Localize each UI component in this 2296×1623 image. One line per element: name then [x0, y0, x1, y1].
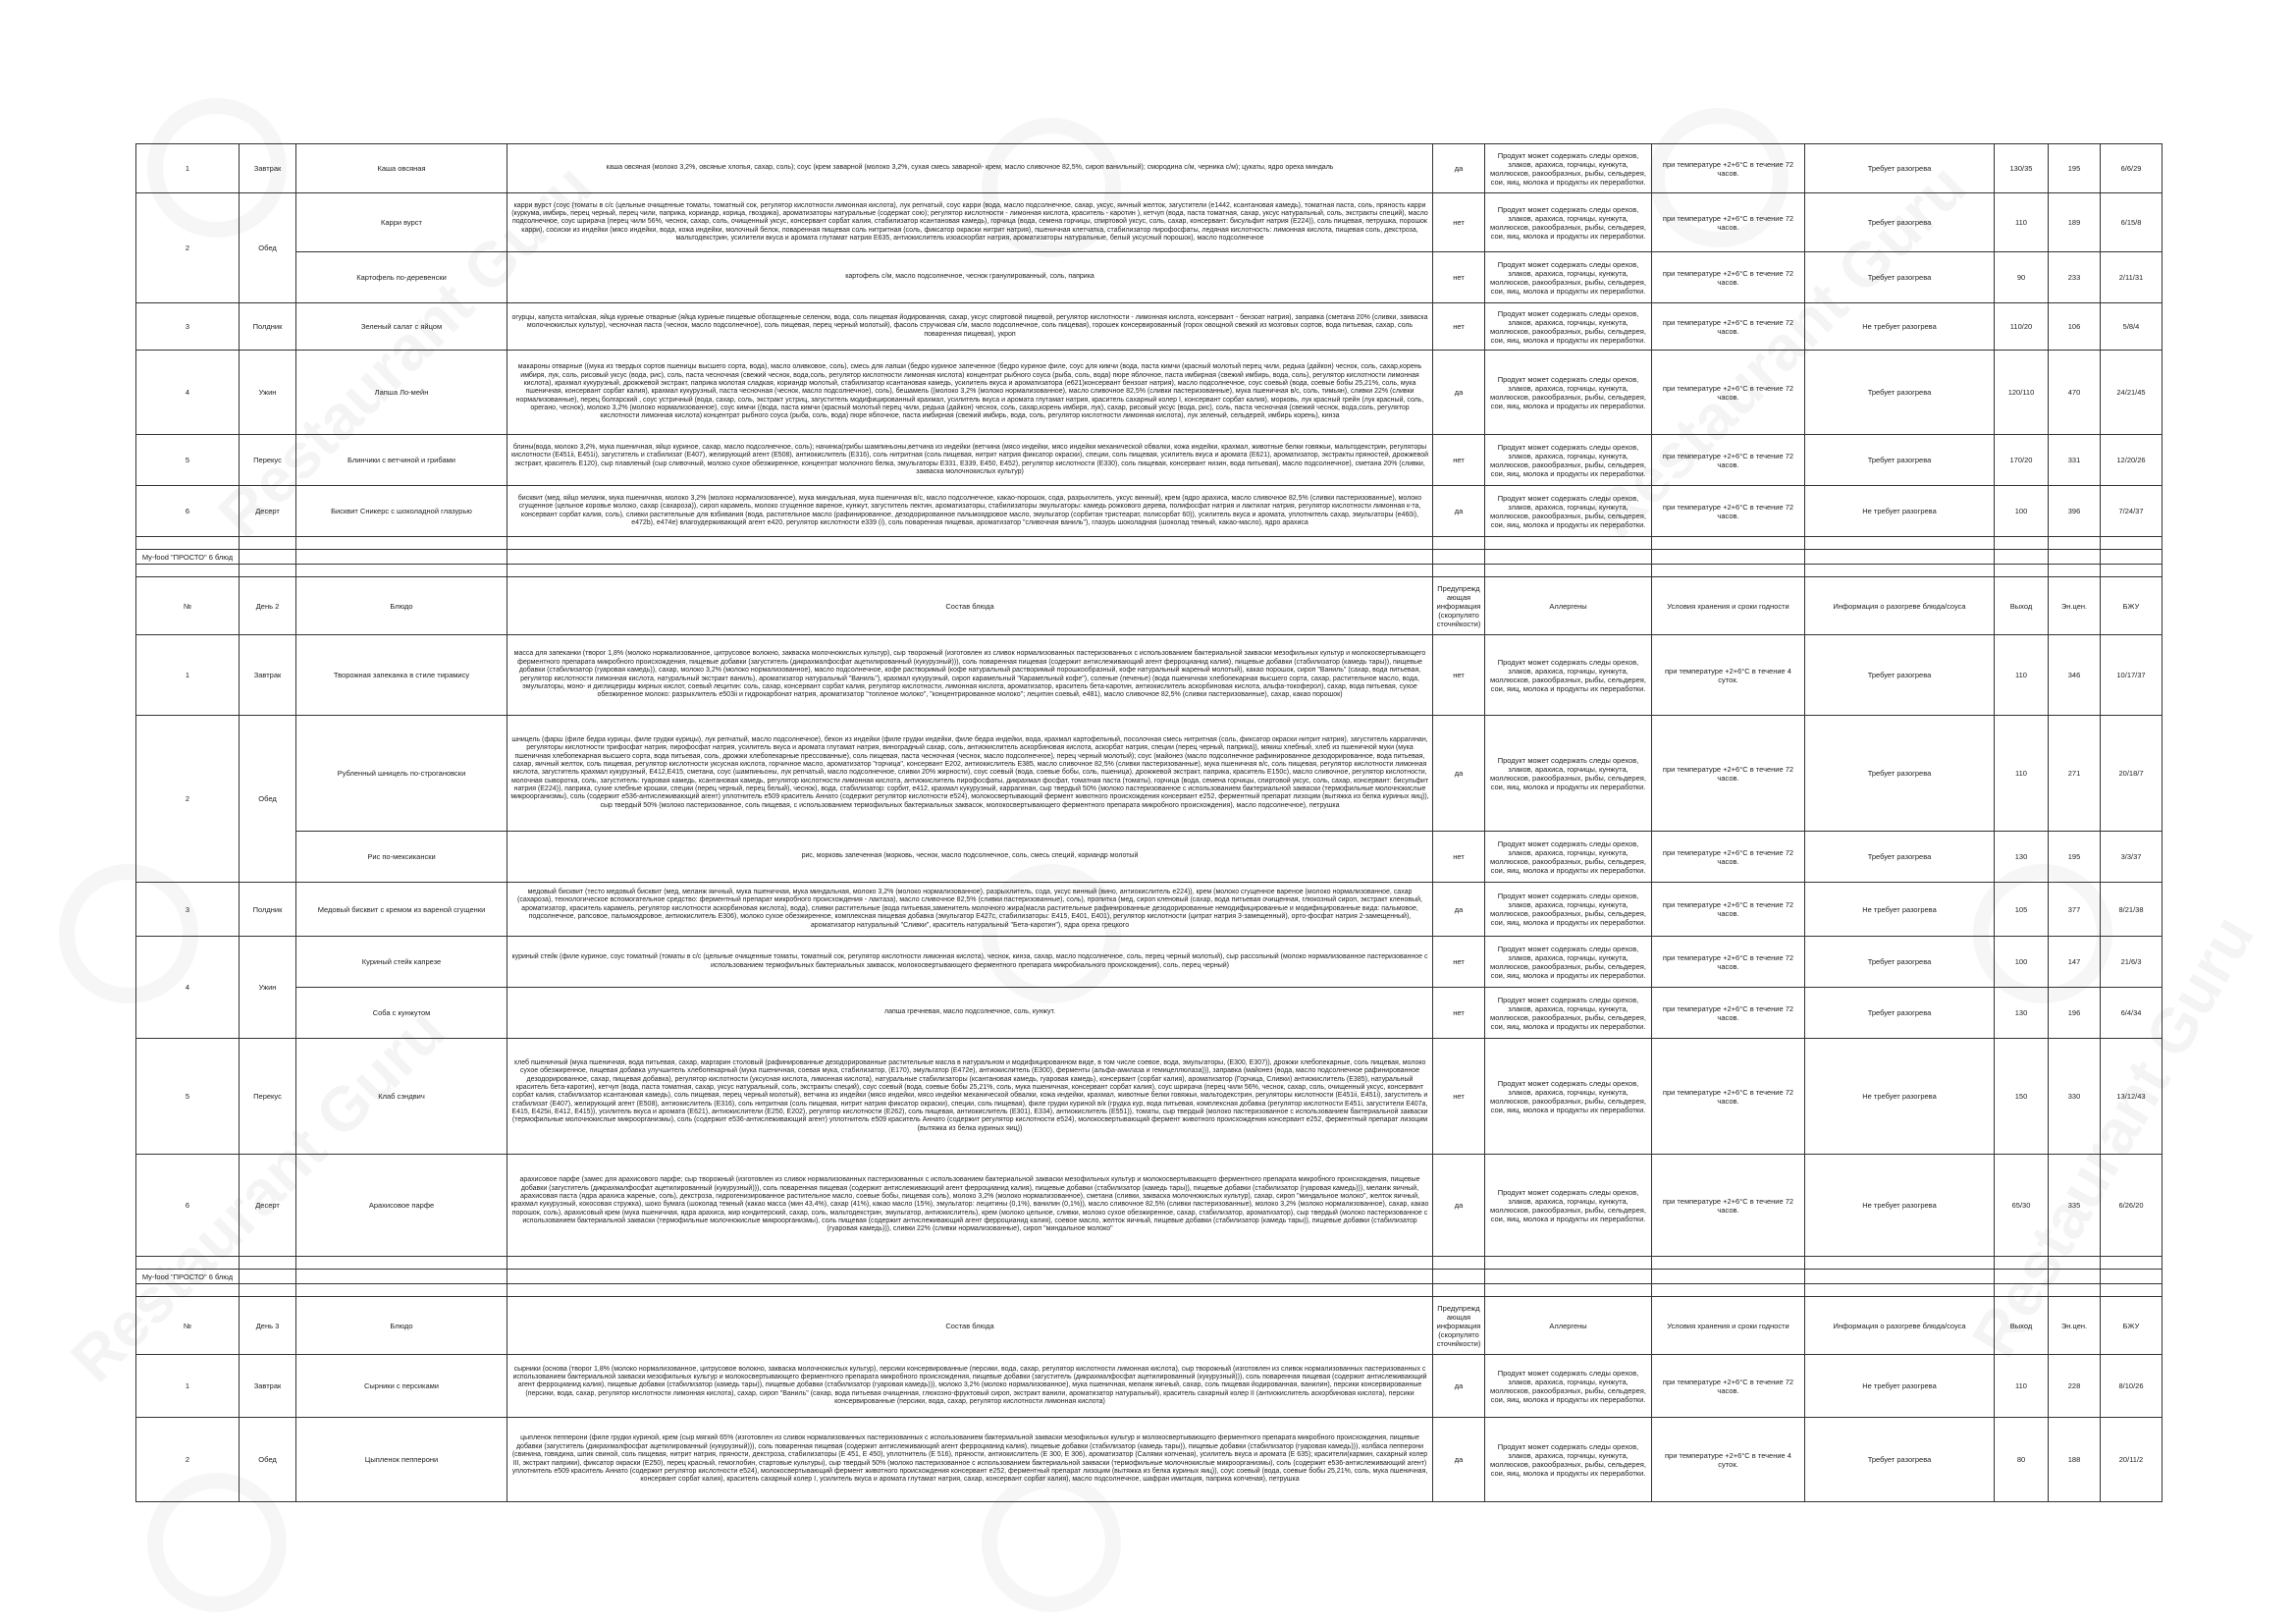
allergens: Продукт может содержать следы орехов, злаков, арахиса, горчицы, кунжута, моллюсков, ракообразных, рыбы, сельдерея, сои, яиц, молока и продукты их переработки. [1485, 193, 1652, 252]
bju: 20/18/7 [2101, 716, 2163, 832]
row-number: 1 [136, 144, 240, 193]
empty-cell [2101, 1270, 2163, 1284]
energy: 346 [2049, 635, 2101, 716]
empty-cell [1995, 565, 2049, 577]
header-storage: Условия хранения и сроки годности [1652, 577, 1805, 635]
dish-composition: макароны отварные ((мука из твердых сортов пшеницы высшего сорта, вода), масло оливковое, соль), смесь для лапши (бедро куриное запеченное (бедро куриное филе, соус для кимчи (вода, паста кимчи (красный молотый перец чили, редька (дайкон) чеснок, соль, сахар,корень имбиря, лук, соль, рисовый уксус (вода, рис), соль, паста чесночная (свежий чеснок, вода,соль, регулятор кислотности лимонная кислота) концентрат рыбного соуса (рыба, соль, вода) пюре яблочное, паста имбирная (свежий имбирь, вода, соль), регулятор кислотности лимонная кислота), крахмал кукурузный, дрожжевой экстракт, паприка молотая сладкая, кориандр молотый, стабилизатор ксантановая камедь, усилитель вкуса и ароматизатора (е621)консервант бензоат натрия), масло подсолнечное, соус соевый (вода, соевые бобы 25,21%, соль, мука пшеничная, консервант сорбат калия), крахмал кукурузный, паста чесночная (чеснок, масло подсолнечное), соль), бешамель ((молоко 3,2% (молоко нормализованное), масло сливочное 82,5% (сливки пастеризованные), мука пшеничная в/с, соль, тимьян), сливки 22% (сливки нормализованные), перец болгарский , соус устричный (вода, сахар, соль, экстракт устриц, загуститель модифицированный крахмал, усилитель вкуса и аромата глутамат натрия, краситель сахарный колер I, консервант сорбат калия), морковь, лук красный грейн (лук красный, соль, орегано, чеснок), молоко 3,2% (молоко нормализованное), соус кимчи ((вода, паста кимчи (красный молотый перец чили, редька (дайкон) чеснок, соль, сахар,корень имбиря, лук), сахар, рисовый уксус (вода, рис), соль, паста чесночная (свежий чеснок, вода,соль, регулятор кислотности лимонная кислота) концентрат рыбного соуса (рыба, соль, вода) пюре яблочное, паста имбирная (свежий имбирь, вода, соль, регулятор кислотности лимонная кислота), лук зеленый, сельдерей, имбирь корень), кинза [507, 351, 1433, 435]
row-number: 1 [136, 1355, 240, 1418]
dish-composition: медовый бисквит (тесто медовый бисквит (мед, меланж яичный, мука пшеничная, мука миндальная, молоко 3,2% (молоко нормализованное), разрыхлитель, сода, уксус винный (вино, антиокислитель е224)), крем (молоко сгущенное вареное (молоко нормализованное, сахар (сахароза), технологическое вспомогательное средство: ферментный препарат микробного происхождения - лактаза), масло сливочное 82,5% (сливки пастеризованные), соль), пропитка (мед, сироп кленовый (сахар, вода питьевая очищенная, глюкозный сироп, экстракт кленовый, ароматизатор, краситель карамель, регулятор кислотности аскорбиновая кислота), вода), сливки растительные (вода питьевая,заменитель молочного жира(масла растительные рафинированные дезодорированные немодифицированные и модифицированные вида: пальмовое, подсолнечное, рапсовое, пальмоядровое, антиокислитель Е306), молоко сухое обезжиренное, комплексная пищевая добавка (эмульгатор Е427с, стабилизаторы: Е415, Е401, Е401), регулятор кислотности (цитрат натрия 3-замещенный), орто-фосфат натрия 2-замещенный), ароматизатор натуральный "Сливки", краситель натуральный "Бета-каротин"), ядра ореха грецкого [507, 883, 1433, 937]
header-allergens: Аллергены [1485, 577, 1652, 635]
dish-name: Блинчики с ветчиной и грибами [296, 435, 507, 486]
bju: 6/15/8 [2101, 193, 2163, 252]
reheat-info: Требует разогрева [1805, 635, 1995, 716]
allergens: Продукт может содержать следы орехов, злаков, арахиса, горчицы, кунжута, моллюсков, ракообразных, рыбы, сельдерея, сои, яиц, молока и продукты их переработки. [1485, 1418, 1652, 1502]
allergens: Продукт может содержать следы орехов, злаков, арахиса, горчицы, кунжута, моллюсков, ракообразных, рыбы, сельдерея, сои, яиц, молока и продукты их переработки. [1485, 1155, 1652, 1257]
empty-cell [1433, 565, 1485, 577]
empty-cell [136, 1284, 240, 1297]
set-name-row [136, 1270, 2163, 1284]
yield: 110 [1995, 635, 2049, 716]
empty-cell [296, 537, 507, 550]
meal-type: Завтрак [240, 144, 296, 193]
dish-composition: цыпленок пепперони (филе грудки куриной, крем (сыр мягкий 65% (изготовлен из сливок нормализованных пастеризованных с использованием бактериальной закваски мезофильных культур и молокосвертывающего ферментного препарата микробного происхождения, пищевые добавки (загуститель (дикрахмалфосфат ацетилированный (кукурузный))), соль поваренная пищевая (содержит антислеживающий агент ферроцианид калия), пищевые добавки (стабилизатор (камедь тары)), пищевые добавки (стабилизатор (гуаровая камедь))), колбаса пепперони (свинина, говядина, шпик свиной, соль пищевая, нитрит натрия, пряности, декстроза, стабилизаторы (Е 451, Е 450), уплотнитель (Е 516), пряности, антиокислитель (Е 300, Е 306), ароматизатор (Салями копченая), усилитель вкуса и аромата (Е 635); красители(кармин, сахарный колер III, экстракт паприки), фиксатор окраски (Е250), перец красный, гемоглобин, стартовые культуры), сыр твердый 50% (молоко пастеризованное с использованием бактериальной закваски (термофильные молочнокислые микроорганизмы), соль (содержит е536-антислеживающий агент) уплотнитель е509 краситель Аннато (содержит регулятор кислотности е524), молокосвертывающий фермент животного происхождения консервант е252, ферментный препарат лизоцим (вытяжка из белка куриных яиц)), соус соевый (вода, соевые бобы 25,21%, соль, мука пшеничная, консервант сорбат калия), краситель сахарный колер I, усилитель вкуса и аромата глутамат натрия, сахар, консервант сорбат калия), масло подсолнечное, шафран имитация, паприка копченая), петрушка [507, 1418, 1433, 1502]
storage-conditions: при температуре +2+6°С в течение 4 суток. [1652, 1418, 1805, 1502]
table-row [136, 832, 2163, 883]
dish-name: Арахисовое парфе [296, 1155, 507, 1257]
empty-cell [296, 1257, 507, 1270]
empty-cell [2101, 537, 2163, 550]
energy: 195 [2049, 832, 2101, 883]
warning-flag: нет [1433, 193, 1485, 252]
energy: 196 [2049, 988, 2101, 1039]
empty-cell [240, 565, 296, 577]
empty-cell [1652, 565, 1805, 577]
empty-cell [1433, 1257, 1485, 1270]
storage-conditions: при температуре +2+6°С в течение 72 часов. [1652, 252, 1805, 303]
meal-type: Обед [240, 1418, 296, 1502]
bju: 21/6/3 [2101, 937, 2163, 988]
separator-row [136, 1284, 2163, 1297]
storage-conditions: при температуре +2+6°С в течение 72 часов. [1652, 988, 1805, 1039]
header-bju: БЖУ [2101, 577, 2163, 635]
yield: 170/20 [1995, 435, 2049, 486]
dish-composition: шницель (фарш (филе бедра курицы, филе грудки курицы), лук репчатый, масло подсолнечное), бекон из индейки (филе грудки индейки, филе бедра индейки, вода, крахмал картофельный, посолочная смесь нитритная (соль, фиксатор окраски нитрит натрия), загуститель каррагинан, регуляторы кислотности трифосфат натрия, пирофосфат натрия, усилитель вкуса и аромата глутамат натрия, виноградный сахар, соль, антиокислитель аскорбиновая кислота, аскорбат натрия, специи (перец черный, паприка)), мякиш хлебный, хлеб из пшеничной муки (мука пшеничная хлебопекарная высшего сорта, вода питьевая, соль, дрожжи хлебопекарные прессованные), соль пищевая, паста чесночная (чеснок, масло подсолнечное), перец черный молотый); соус (майонез (масло подсолнечное рафинированное дезодорированное, вода питьевая, сахар, яичный желток, соль пищевая, регулятор кислотности уксусная кислота, горчичное масло, ароматизатор "горчица", консервант Е202, антиокислитель Е385, масло сливочное 82,5% (сливки пастеризованные), мука пшеничная в/с, соль пищевая, регулятор кислотности лимонная кислота, загуститель крахмал кукурузный, Е412,Е415, сметана, соус (шампиньоны, лук репчатый, масло подсолнечное, сливки 20% жирности), соус соевый (вода, соевые бобы, соль, пшеница), дрожжевой экстракт, паприка, краситель Е150с), масло сливочное, регулятор кислотности, молочная сыворотка, соль, загуститель: гуаровая камедь, ксантановая камедь, регулятор кислотности лимонная кислота, антиокислитель пирофосфаты, дикрахмал фосфат, томатная паста (томаты), горчица (вода, семена горчицы, спиртовой уксус, соль, сахар, консервант: бисульфит натрия (E224)), паприка, сухие хлебные крошки, специи (перец черный, перец белый), чеснок), вода, стабилизатор: сорбит, е412, крахмал кукурузный, каррагинан, сыр твердый 50% (молоко пастеризованное с использованием бактериальной закваски (термофильные молочнокислые микроорганизмы), соль (содержит е536-антислеживающий агент) уплотнитель е509 краситель Аннато (содержит регулятор кислотности е524), молокосвертывающий фермент животного происхождения консервант е252, ферментный препарат лизоцим (вытяжка из белка куриных яиц)), сыр твердый 50% (молоко пастеризованное, соль пищевая, с использованием термофильных бактериальных заквасок, молокосвертывающего ферментного препарата микробного происхождения), масло подсолнечное), петрушка [507, 716, 1433, 832]
header-day: День 2 [240, 577, 296, 635]
warning-flag: нет [1433, 303, 1485, 351]
table-row [136, 435, 2163, 486]
meal-type: Десерт [240, 486, 296, 537]
energy: 233 [2049, 252, 2101, 303]
header-reheat: Информация о разогреве блюда/соуса [1805, 1297, 1995, 1355]
storage-conditions: при температуре +2+6°С в течение 72 часов. [1652, 1155, 1805, 1257]
header-composition: Состав блюда [507, 577, 1433, 635]
empty-cell [1485, 565, 1652, 577]
empty-cell [507, 565, 1433, 577]
row-number: 3 [136, 883, 240, 937]
row-number: 1 [136, 635, 240, 716]
dish-name: Сырники с персиками [296, 1355, 507, 1418]
empty-cell [1995, 1284, 2049, 1297]
warning-flag: да [1433, 1355, 1485, 1418]
reheat-info: Требует разогрева [1805, 716, 1995, 832]
bju: 2/11/31 [2101, 252, 2163, 303]
yield: 110/20 [1995, 303, 2049, 351]
row-number: 5 [136, 435, 240, 486]
reheat-info: Не требует разогрева [1805, 486, 1995, 537]
storage-conditions: при температуре +2+6°С в течение 72 часов. [1652, 486, 1805, 537]
yield: 110 [1995, 193, 2049, 252]
storage-conditions: при температуре +2+6°С в течение 72 часов. [1652, 716, 1805, 832]
energy: 106 [2049, 303, 2101, 351]
dish-name: Каша овсяная [296, 144, 507, 193]
dish-composition: рис, морковь запеченная (морковь, чеснок, масло подсолнечное, соль, смесь специй, кориандр молотый [507, 832, 1433, 883]
dish-name: Медовый бисквит с кремом из вареной сгущенки [296, 883, 507, 937]
header-num: № [136, 577, 240, 635]
table-row [136, 1355, 2163, 1418]
warning-flag: нет [1433, 435, 1485, 486]
warning-flag: нет [1433, 832, 1485, 883]
dish-name: Соба с кунжутом [296, 988, 507, 1039]
header-reheat: Информация о разогреве блюда/соуса [1805, 577, 1995, 635]
yield: 65/30 [1995, 1155, 2049, 1257]
bju: 8/21/38 [2101, 883, 2163, 937]
dish-name: Цыпленок пепперони [296, 1418, 507, 1502]
warning-flag: да [1433, 1155, 1485, 1257]
yield: 130 [1995, 832, 2049, 883]
meal-type: Завтрак [240, 635, 296, 716]
reheat-info: Не требует разогрева [1805, 883, 1995, 937]
empty-cell [1805, 1257, 1995, 1270]
table-row [136, 883, 2163, 937]
empty-cell [1995, 1257, 2049, 1270]
bju: 24/21/45 [2101, 351, 2163, 435]
dish-name: Картофель по-деревенски [296, 252, 507, 303]
set-name-row [136, 550, 2163, 565]
header-allergens: Аллергены [1485, 1297, 1652, 1355]
allergens: Продукт может содержать следы орехов, злаков, арахиса, горчицы, кунжута, моллюсков, ракообразных, рыбы, сельдерея, сои, яиц, молока и продукты их переработки. [1485, 303, 1652, 351]
reheat-info: Требует разогрева [1805, 832, 1995, 883]
meal-type: Ужин [240, 937, 296, 1039]
header-composition: Состав блюда [507, 1297, 1433, 1355]
empty-cell [1805, 565, 1995, 577]
warning-flag: да [1433, 144, 1485, 193]
bju: 6/26/20 [2101, 1155, 2163, 1257]
dish-name: Рубленный шницель по-строгановски [296, 716, 507, 832]
warning-flag: нет [1433, 937, 1485, 988]
dish-name: Куриный стейк капрезе [296, 937, 507, 988]
empty-cell [1433, 537, 1485, 550]
energy: 335 [2049, 1155, 2101, 1257]
table-row [136, 351, 2163, 435]
empty-cell [2101, 1257, 2163, 1270]
row-number: 3 [136, 303, 240, 351]
dish-composition: бисквит (мед, яйцо меланж, мука пшеничная, молоко 3,2% (молоко нормализованное), мука миндальная, мука пшеничная в/с, масло подсолнечное, какао-порошок, сода, разрыхлитель, уксус винный), крем (ядро арахиса, масло сливочное 82,5% (сливки пастеризованные), молоко сгущенное (цельное коровье молоко, сахар (сахароза)), сироп карамель, молоко сгущенное вареное, кунжут, загуститель пектин, ароматизаторы, стабилизаторы эмульгаторы: камедь рожкового дерева, полифосфат натрия и лактилат натрия, регулятор кислотности лимонная к-та, консервант сорбат калия, соль), сливки растительные для взбивания (вода, растительное масло (рафинированное, дезодорированное пальмоядровое масло, эмульгатор (сорбитан тристеарат, полисорбат 60)), усилитель вкуса и аромата, уплотнитель сахар, эмульгаторы (е460i), е472b), е474e) влагоудерживающий агент е420, регулятор кислотности е339 (i), соль поваренная пищевая, ароматизатор "сливочная ваниль"), глазурь шоколадная (шоколад темный, какао-масло), ядро арахиса [507, 486, 1433, 537]
allergens: Продукт может содержать следы орехов, злаков, арахиса, горчицы, кунжута, моллюсков, ракообразных, рыбы, сельдерея, сои, яиц, молока и продукты их переработки. [1485, 486, 1652, 537]
allergens: Продукт может содержать следы орехов, злаков, арахиса, горчицы, кунжута, моллюсков, ракообразных, рыбы, сельдерея, сои, яиц, молока и продукты их переработки. [1485, 635, 1652, 716]
yield: 110 [1995, 716, 2049, 832]
allergens: Продукт может содержать следы орехов, злаков, арахиса, горчицы, кунжута, моллюсков, ракообразных, рыбы, сельдерея, сои, яиц, молока и продукты их переработки. [1485, 252, 1652, 303]
reheat-info: Требует разогрева [1805, 1418, 1995, 1502]
bju: 10/17/37 [2101, 635, 2163, 716]
set-name: My-food "ПРОСТО" 6 блюд [136, 1270, 240, 1284]
empty-cell [1485, 1257, 1652, 1270]
bju: 20/11/2 [2101, 1418, 2163, 1502]
empty-cell [136, 1257, 240, 1270]
header-yield: Выход [1995, 577, 2049, 635]
bju: 6/4/34 [2101, 988, 2163, 1039]
empty-cell [2049, 1284, 2101, 1297]
header-storage: Условия хранения и сроки годности [1652, 1297, 1805, 1355]
header-energy: Эн.цен. [2049, 1297, 2101, 1355]
empty-cell [1805, 550, 1995, 565]
energy: 228 [2049, 1355, 2101, 1418]
empty-cell [296, 550, 507, 565]
yield: 100 [1995, 937, 2049, 988]
empty-cell [1433, 1270, 1485, 1284]
energy: 188 [2049, 1418, 2101, 1502]
table-row [136, 193, 2163, 252]
table-row [136, 1155, 2163, 1257]
meal-type: Десерт [240, 1155, 296, 1257]
warning-flag: нет [1433, 252, 1485, 303]
empty-cell [507, 537, 1433, 550]
empty-cell [1433, 550, 1485, 565]
warning-flag: да [1433, 1418, 1485, 1502]
header-warning: Предупреждающая информация (скорпулято сточнйкости) [1433, 1297, 1485, 1355]
reheat-info: Требует разогрева [1805, 435, 1995, 486]
warning-flag: да [1433, 486, 1485, 537]
dish-composition: сырники (основа (творог 1,8% (молоко нормализованное, цитрусовое волокно, закваска молочнокислых культур), персики консервированные (персики, вода, сахар, регулятор кислотности лимонная кислота), сыр творожный (изготовлен из сливок нормализованных пастеризованных с использованием бактериальной закваски мезофильных культур и молокосвертывающего ферментного препарата микробного происхождения, пищевые добавки (загуститель (дикрахмалфосфат ацетилированный (кукурузный))), соль поваренная пищевая (содержит антислеживающий агент ферроцианид калия), пищевые добавки (стабилизатор (камедь тары)), пищевые добавки (стабилизатор (гуаровая камедь))), молоко 3,2% (молоко нормализованное), мука пшеничная, меланж яичный, сахар, соль пищевая йодированная, ванилин), персики консервированные (персики, вода, сахар, регулятор кислотности лимонная кислота), сахар, сироп "Ваниль" (сахар, вода питьевая очищенная, глюкозно-фруктовый сироп, экстракт ванили, ароматизатор натуральный), краситель сахарный колер II (антиокислитель аскорбиновая кислота), персики консервированные (персики, вода, сахар, регулятор кислотности лимонная кислота) [507, 1355, 1433, 1418]
warning-flag: нет [1433, 988, 1485, 1039]
bju: 8/10/26 [2101, 1355, 2163, 1418]
row-number: 6 [136, 1155, 240, 1257]
header-yield: Выход [1995, 1297, 2049, 1355]
dish-composition: каша овсяная (молоко 3,2%, овсяные хлопья, сахар, соль); соус (крем заварной (молоко 3,2%, сухая смесь заварной- крем, масло сливочное 82,5%, сироп ванильный); смородина с/м, черника с/м); цукаты, ядро ореха миндаль [507, 144, 1433, 193]
dish-composition: лапша гречневая, масло подсолнечное, соль, кунжут. [507, 988, 1433, 1039]
reheat-info: Требует разогрева [1805, 351, 1995, 435]
separator-row [136, 537, 2163, 550]
warning-flag: да [1433, 351, 1485, 435]
empty-cell [507, 1270, 1433, 1284]
meal-type: Перекус [240, 1039, 296, 1155]
reheat-info: Требует разогрева [1805, 193, 1995, 252]
warning-flag: нет [1433, 1039, 1485, 1155]
yield: 105 [1995, 883, 2049, 937]
header-warning: Предупреждающая информация (скорпулято сточнйкости) [1433, 577, 1485, 635]
allergens: Продукт может содержать следы орехов, злаков, арахиса, горчицы, кунжута, моллюсков, ракообразных, рыбы, сельдерея, сои, яиц, молока и продукты их переработки. [1485, 988, 1652, 1039]
empty-cell [1805, 1270, 1995, 1284]
yield: 80 [1995, 1418, 2049, 1502]
reheat-info: Не требует разогрева [1805, 1355, 1995, 1418]
energy: 271 [2049, 716, 2101, 832]
table-row [136, 1418, 2163, 1502]
dish-name: Творожная запеканка в стиле тирамису [296, 635, 507, 716]
empty-cell [2101, 565, 2163, 577]
bju: 5/8/4 [2101, 303, 2163, 351]
reheat-info: Требует разогрева [1805, 988, 1995, 1039]
empty-cell [1433, 1284, 1485, 1297]
reheat-info: Требует разогрева [1805, 144, 1995, 193]
empty-cell [2049, 1257, 2101, 1270]
warning-flag: да [1433, 883, 1485, 937]
empty-cell [1995, 537, 2049, 550]
row-number: 4 [136, 351, 240, 435]
empty-cell [2049, 550, 2101, 565]
table-row [136, 1039, 2163, 1155]
empty-cell [296, 1284, 507, 1297]
empty-cell [2101, 1284, 2163, 1297]
row-number: 2 [136, 1418, 240, 1502]
allergens: Продукт может содержать следы орехов, злаков, арахиса, горчицы, кунжута, моллюсков, ракообразных, рыбы, сельдерея, сои, яиц, молока и продукты их переработки. [1485, 937, 1652, 988]
header-dish: Блюдо [296, 577, 507, 635]
empty-cell [296, 565, 507, 577]
table-row [136, 252, 2163, 303]
table-row [136, 303, 2163, 351]
meal-type: Полдник [240, 883, 296, 937]
meal-type: Обед [240, 193, 296, 303]
table-row [136, 144, 2163, 193]
allergens: Продукт может содержать следы орехов, злаков, арахиса, горчицы, кунжута, моллюсков, ракообразных, рыбы, сельдерея, сои, яиц, молока и продукты их переработки. [1485, 1355, 1652, 1418]
header-day: День 3 [240, 1297, 296, 1355]
allergens: Продукт может содержать следы орехов, злаков, арахиса, горчицы, кунжута, моллюсков, ракообразных, рыбы, сельдерея, сои, яиц, молока и продукты их переработки. [1485, 144, 1652, 193]
energy: 189 [2049, 193, 2101, 252]
energy: 330 [2049, 1039, 2101, 1155]
storage-conditions: при температуре +2+6°С в течение 72 часов. [1652, 832, 1805, 883]
bju: 6/6/29 [2101, 144, 2163, 193]
empty-cell [1652, 1270, 1805, 1284]
row-number: 2 [136, 716, 240, 883]
dish-composition: масса для запеканки (творог 1,8% (молоко нормализованное, цитрусовое волокно, закваска молочнокислых культур), сыр творожный (изготовлен из сливок нормализованных пастеризованных с использованием бактериальной закваски мезофильных культур и молокосвертывающего ферментного препарата микробного происхождения, пищевые добавки (загуститель (дикрахмалфосфат ацетилированный (кукурузный))), соль поваренная пищевая (содержит антислеживающий агент ферроцианид калия), пищевые добавки (стабилизатор (камедь тары)), пищевые добавки (стабилизатор (гуаровая камедь)), сахар, молоко 3,2% (молоко нормализованное), масло подсолнечное, кофе растворимый (кофе натуральный растворимый порошкообразный, кофе натуральный жареный молотый), какао порошок, сироп "Ваниль" (сахар, вода питьевая, регулятор кислотности лимонная кислота, натуральный экстракт ваниль), ароматизатор натуральный "Ваниль"), крахмал кукурузный, сироп карамельный "Карамельный кофе"), соленые (печенье) (вода пшеничная хлебопекарная высшего сорта, сахар, растительное масло, вода, эмульгаторы, моно- и диглицериды жирных кислот, соевый лецитин: соль, сахар, консервант сорбат калия, регулятор кислотности, лимонная кислота, ароматизатор, краситель бета-каротин, антиокислитель аскорбиновая кислота, альфа-токоферол), сахар, вода питьевая, сухое обезжиренное молоко: разрыхлитель е503ii и гидрокарбонат натрия, ароматизатор "топленое молоко", "концентрированное молоко"; лецитин соевый, е481), масло сливочное 82,5% (сливки пастеризованные), сахар, какао порошок) [507, 635, 1433, 716]
energy: 377 [2049, 883, 2101, 937]
storage-conditions: при температуре +2+6°С в течение 72 часов. [1652, 1355, 1805, 1418]
header-row [136, 577, 2163, 635]
empty-cell [1805, 537, 1995, 550]
header-dish: Блюдо [296, 1297, 507, 1355]
yield: 110 [1995, 1355, 2049, 1418]
yield: 130/35 [1995, 144, 2049, 193]
meal-type: Ужин [240, 351, 296, 435]
energy: 147 [2049, 937, 2101, 988]
empty-cell [1485, 1270, 1652, 1284]
yield: 100 [1995, 486, 2049, 537]
allergens: Продукт может содержать следы орехов, злаков, арахиса, горчицы, кунжута, моллюсков, ракообразных, рыбы, сельдерея, сои, яиц, молока и продукты их переработки. [1485, 1039, 1652, 1155]
dish-composition: огурцы, капуста китайская, яйца куриные отварные (яйца куриные пищевые обогащенные селеном, вода, соль пищевая йодированная, сахар, уксус спиртовой пищевой, регулятор кислотности - лимонная кислота, консервант - бензоат натрия), заправка (сметана 20% (сливки, закваска молочнокислых культур), чесночная паста (чеснок, масло подсолнечное), соль пищевая, перец черный молотый), фасоль стручковая с/м, масло подсолнечное, соль пищевая), горошек консервированный (горох овощной свежий из мозговых сортов, вода питьевая, сахар, соль поваренная пищевая), укроп [507, 303, 1433, 351]
energy: 331 [2049, 435, 2101, 486]
warning-flag: нет [1433, 635, 1485, 716]
dish-composition: арахисовое парфе (замес для арахисового парфе; сыр творожный (изготовлен из сливок нормализованных пастеризованных с использованием бактериальной закваски мезофильных культур и молокосвертывающего ферментного препарата микробного происхождения, пищевые добавки (загуститель (дикрахмалфосфат ацетилированный (кукурузный))), соль поваренная пищевая (содержит антислеживающий агент ферроцианид калия), пищевые добавки (стабилизатор (камедь тары)), пищевые добавки (стабилизатор (гуаровая камедь))), меланж яичный, арахисовая паста (ядра арахиса жареные, соль), декстроза, гидрогенизированное растительное масло, соевые бобы, пищевая соль), молоко 3,2% (молоко нормализованное), сметана (сливки, закваска молочнокислых культур), сахар, сироп "миндальное молоко", желток яичный, крахмал кукурузный, кокосовая стружка), шоко бумага (шоколад темный (какао масса (мин 43,4%), сахар (41%), какао масло (15%), эмульгатор: лецитины (0,1%), ванилин (0,1%)), масло сливочное 82,5% (сливки пастеризованные), молоко 3,2% (молоко нормализованное), сахар, какао порошок, соль), арахисовый крем (мука пшеничная, ядра арахиса, жир кондитерский, сахар, соль, мальтодекстрин, эмульгатор, антиокислитель), крем (молоко цельное, сливки, молоко сухое обезжиренное, сахар, стабилизатор, ароматизатор), сыр твердый (молоко пастеризованное с использованием бактериальной закваски (термофильные молочнокислые микроорганизмы), соль пищевая (содержит антислеживающий агент ферроцианид калия), соевое масло, желток яичный, пищевые добавки (стабилизатор (камедь тары)), пищевые добавки (стабилизатор (гуаровая камедь))), сливки 22% (сливки нормализованные), сироп "миндальное молоко" [507, 1155, 1433, 1257]
reheat-info: Требует разогрева [1805, 937, 1995, 988]
reheat-info: Не требует разогрева [1805, 1039, 1995, 1155]
table-row [136, 486, 2163, 537]
set-name: My-food "ПРОСТО" 6 блюд [136, 550, 240, 565]
empty-cell [2101, 550, 2163, 565]
row-number: 6 [136, 486, 240, 537]
storage-conditions: при температуре +2+6°С в течение 72 часов. [1652, 351, 1805, 435]
storage-conditions: при температуре +2+6°С в течение 72 часов. [1652, 883, 1805, 937]
empty-cell [136, 537, 240, 550]
empty-cell [240, 1284, 296, 1297]
empty-cell [296, 1270, 507, 1284]
yield: 90 [1995, 252, 2049, 303]
dish-name: Зеленый салат с яйцом [296, 303, 507, 351]
dish-name: Рис по-мексикански [296, 832, 507, 883]
meal-type: Полдник [240, 303, 296, 351]
header-bju: БЖУ [2101, 1297, 2163, 1355]
dish-composition: хлеб пшеничный (мука пшеничная, вода питьевая, сахар, маргарин столовый (рафинированные дезодорированные растительные масла в натуральном и модифицированном виде, в том числе соевое, вода, эмульгаторы, (Е300, Е307)), дрожжи хлебопекарные, соль пищевая, молоко сухое обезжиренное, пищевая добавка улучшитель хлебопекарный (мука пшеничная, соевая мука, стабилизатор, (Е170), эмульгатор (Е472е), антиокислитель (Е300), ферменты (альфа-амилаза и гемицеллюлаза))), заправка (майонез (вода, масло подсолнечное рафинированное дезодорированное, сахар, пищевая добавка), регулятор кислотности (уксусная кислота, лимонная кислота), натуральные стабилизаторы (ксантановая камедь, гуаровая камедь), консервант (сорбат калия), ароматизатор (Горчица, Сливки) антиокислитель (Е385), натуральный краситель бета-каротин), кетчуп (вода, паста томатная, сахар, уксус натуральный, соль, экстракты специй), соус соевый (вода, соевые бобы 25,21%, соль, мука пшеничная, консервант сорбат калия), соус шрирача (перец чили 56%, чеснок, сахар, соль, очищенный уксус, консервант сорбат калия, стабилизатор ксантановая камедь), соль пищевая, перец черный молотый), ветчина из индейки (мясо индейки, мясо индейки механической обвалки, кожа индейки, крахмал, животные белки говяжьи, мальтодекстрин, регуляторы кислотности (Е451ii, Е451i), загуститель и стабилизат (Е407), желирующий агент (Е508), антиокислитель (Е316), соль нитритная (соль пищевая, нитрит натрия фиксатор окраски), специи, соль пищевая), филе грудки куриной в/к (грудка кур, вода питьевая, комплексная добавка (регулятор кислотности Е451i, загустители Е407a, Е415, Е425ii, Е412, Е415)), усилитель вкуса и аромата (Е621), антиокислители (Е250, Е202), регулятор кислотности (Е262), соль пищевая, антиокислитель (Е301), Е334), антиокислитель (Е551)), томаты, сыр твердый (молоко пастеризованное с использованием бактериальной закваски (термофильные молочнокислые микроорганизмы), соль (содержит е536-антислеживающий агент) уплотнитель е509 краситель Аннато (содержит регулятор кислотности е524), молокосвертывающий фермент животного происхождения консервант е252, ферментный препарат лизоцим (вытяжка из белка куриных яиц)) [507, 1039, 1433, 1155]
warning-flag: да [1433, 716, 1485, 832]
storage-conditions: при температуре +2+6°С в течение 72 часов. [1652, 303, 1805, 351]
meal-type: Обед [240, 716, 296, 883]
energy: 195 [2049, 144, 2101, 193]
empty-cell [1652, 1257, 1805, 1270]
bju: 13/12/43 [2101, 1039, 2163, 1155]
dish-composition: куриный стейк (филе куриное, соус томатный (томаты в с/с (цельные очищенные томаты, томатный сок, регулятор кислотности лимонная кислота), чеснок, кинза, сахар, масло подсолнечное, соль, перец черный молотый), сыр рассольный (молоко нормализованное пастеризованное с использованием термофильных бактериальных заквасок, молокосвертывающего ферментного препарата микробиального происхождения), соль, перец черный) [507, 937, 1433, 988]
empty-cell [240, 1270, 296, 1284]
allergens: Продукт может содержать следы орехов, злаков, арахиса, горчицы, кунжута, моллюсков, ракообразных, рыбы, сельдерея, сои, яиц, молока и продукты их переработки. [1485, 435, 1652, 486]
reheat-info: Требует разогрева [1805, 252, 1995, 303]
storage-conditions: при температуре +2+6°С в течение 72 часов. [1652, 144, 1805, 193]
empty-cell [507, 1257, 1433, 1270]
empty-cell [1995, 1270, 2049, 1284]
table-row [136, 988, 2163, 1039]
empty-cell [2049, 565, 2101, 577]
empty-cell [240, 550, 296, 565]
storage-conditions: при температуре +2+6°С в течение 72 часов. [1652, 937, 1805, 988]
empty-cell [1652, 550, 1805, 565]
row-number: 5 [136, 1039, 240, 1155]
yield: 120/110 [1995, 351, 2049, 435]
dish-composition: блины(вода, молоко 3,2%, мука пшеничная, яйцо куриное, сахар, масло подсолнечное, соль); начинка(грибы шампиньоны,ветчина из индейки (ветчина (мясо индейки, мясо индейки механической обвалки, кожа индейки, крахмал, животные белки говяжьи, мальтодекстрин, регуляторы кислотности (Е451ii, Е451i), загуститель и стабилизат (Е407), желирующий агент (Е508), антиокислитель (Е316), соль нитритная (соль пищевая, нитрит натрия фиксатор окраски), специи, соль пищевая, усилитель вкуса и аромата (Е621), ароматизатор, экстракты пряностей, дрожжевой экстракт, краситель Е120), сыр плавленый (сыр сливочный, молоко сухое обезжиренное, концентрат молочного белка, эмульгаторы Е331, Е339, Е450, Е452), регулятор кислотности (Е330), соль пищевая, консервант низин, вода питьевая), масло подсолнечное), сметана 20% (сливки, закваска молочнокислых культур) [507, 435, 1433, 486]
storage-conditions: при температуре +2+6°С в течение 4 суток. [1652, 635, 1805, 716]
empty-cell [2049, 537, 2101, 550]
bju: 3/3/37 [2101, 832, 2163, 883]
empty-cell [507, 1284, 1433, 1297]
empty-cell [1652, 1284, 1805, 1297]
empty-cell [136, 565, 240, 577]
empty-cell [1995, 550, 2049, 565]
separator-row [136, 1257, 2163, 1270]
bju: 12/20/26 [2101, 435, 2163, 486]
table-row [136, 635, 2163, 716]
dish-name: Бисквит Сникерс с шоколадной глазурью [296, 486, 507, 537]
allergens: Продукт может содержать следы орехов, злаков, арахиса, горчицы, кунжута, моллюсков, ракообразных, рыбы, сельдерея, сои, яиц, молока и продукты их переработки. [1485, 351, 1652, 435]
dish-composition: карри вурст (соус (томаты в с/с (цельные очищенные томаты, томатный сок, регулятор кислотности лимонная кислота), лук репчатый, соус карри (вода, масло подсолнечное, сахар, уксус, яичный желток, загустители (е1442, ксантановая камедь), томатная паста, соль, пряность карри (куркума, имбирь, перец черный, перец чили, паприка, кориандр, корица, гвоздика), ароматизаторы натуральные (содержат сою); регулятор кислотности - лимонная кислота, краситель - каротин ), кетчуп (вода, паста томатная, сахар, уксус натуральный, соль, экстракты специй), масло подсолнечное, соус шрирача (перец чили 56%, чеснок, сахар, соль, очищенный уксус, консервант сорбат калия, стабилизатор ксантановая камедь), горчица (вода, семена горчицы, спиртовой уксус, соль, сахар, консервант: бисульфит натрия (E224)), соль пищевая, петрушка, порошок карри), сосиски из индейки (мясо индейки, вода, кожа индейки, молочный белок, поваренная пищевая соль нитритная (соль, фиксатор окраски нитрит натрия), пшеничная клетчатка, стабилизатор пирофосфаты, ледяная кислотность: лимонная кислота, пищевая соль, декстроза, мальтодекстрин, усилители вкуса и аромата глутамат натрия Е635, антиокислитель изоаскорбат натрия, ароматизаторы натуральные, белый уксусный порошок), масло подсолнечное [507, 193, 1433, 252]
empty-cell [240, 1257, 296, 1270]
empty-cell [1652, 537, 1805, 550]
empty-cell [1485, 537, 1652, 550]
row-number: 4 [136, 937, 240, 1039]
energy: 470 [2049, 351, 2101, 435]
storage-conditions: при температуре +2+6°С в течение 72 часов. [1652, 1039, 1805, 1155]
dish-name: Клаб сэндвич [296, 1039, 507, 1155]
allergens: Продукт может содержать следы орехов, злаков, арахиса, горчицы, кунжута, моллюсков, ракообразных, рыбы, сельдерея, сои, яиц, молока и продукты их переработки. [1485, 832, 1652, 883]
dish-composition: картофель с/м, масло подсолнечное, чеснок гранулированный, соль, паприка [507, 252, 1433, 303]
empty-cell [240, 537, 296, 550]
empty-cell [1485, 550, 1652, 565]
reheat-info: Не требует разогрева [1805, 303, 1995, 351]
row-number: 2 [136, 193, 240, 303]
yield: 130 [1995, 988, 2049, 1039]
menu-table [135, 143, 2163, 1502]
bju: 7/24/37 [2101, 486, 2163, 537]
storage-conditions: при температуре +2+6°С в течение 72 часов. [1652, 435, 1805, 486]
header-energy: Эн.цен. [2049, 577, 2101, 635]
dish-name: Карри вурст [296, 193, 507, 252]
header-num: № [136, 1297, 240, 1355]
allergens: Продукт может содержать следы орехов, злаков, арахиса, горчицы, кунжута, моллюсков, ракообразных, рыбы, сельдерея, сои, яиц, молока и продукты их переработки. [1485, 716, 1652, 832]
empty-cell [1805, 1284, 1995, 1297]
energy: 396 [2049, 486, 2101, 537]
allergens: Продукт может содержать следы орехов, злаков, арахиса, горчицы, кунжута, моллюсков, ракообразных, рыбы, сельдерея, сои, яиц, молока и продукты их переработки. [1485, 883, 1652, 937]
yield: 150 [1995, 1039, 2049, 1155]
empty-cell [507, 550, 1433, 565]
empty-cell [2049, 1270, 2101, 1284]
separator-row [136, 565, 2163, 577]
table-row [136, 937, 2163, 988]
meal-type: Перекус [240, 435, 296, 486]
reheat-info: Не требует разогрева [1805, 1155, 1995, 1257]
empty-cell [1485, 1284, 1652, 1297]
meal-type: Завтрак [240, 1355, 296, 1418]
table-row [136, 716, 2163, 832]
dish-name: Лапша Ло-мейн [296, 351, 507, 435]
header-row [136, 1297, 2163, 1355]
storage-conditions: при температуре +2+6°С в течение 72 часов. [1652, 193, 1805, 252]
